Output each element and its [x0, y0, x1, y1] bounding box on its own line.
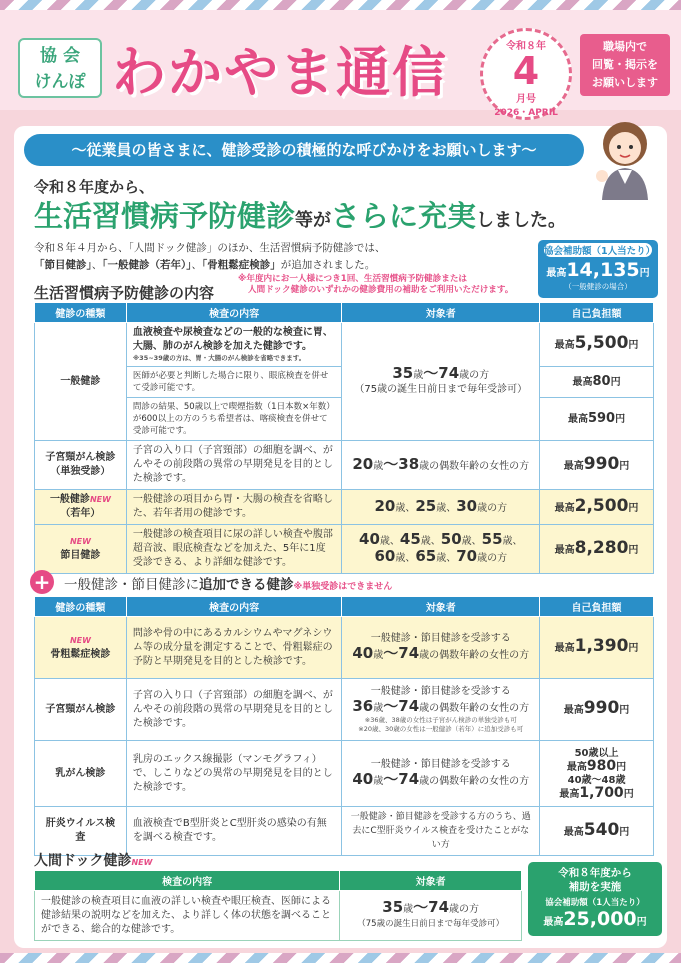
newsletter-title: わかやま通信: [112, 41, 448, 104]
young-name-l2: （若年）: [60, 508, 101, 519]
breast-from: 40: [352, 770, 374, 788]
yen: 円: [623, 788, 634, 800]
intro-line2: [34, 257, 534, 274]
max-label: 最高: [554, 502, 575, 514]
uterus2-suffix: の偶数年齢の女性の方: [429, 703, 530, 714]
age-unit: 歳: [502, 536, 513, 547]
logo-line1: 協 会: [40, 46, 80, 66]
general-fee3-value: 590: [587, 410, 616, 426]
dock-box-value: [528, 908, 662, 930]
bone-name: [35, 617, 127, 679]
intro-text: [34, 240, 534, 274]
uterus-to: 38: [398, 454, 420, 473]
uterus2-from: 36: [352, 697, 374, 715]
breast-target-l1: 一般健診・節目健診を受診する: [370, 759, 511, 770]
breast-fee-label2: 40歳〜48歳: [567, 774, 626, 786]
age-unit: 歳: [395, 553, 406, 564]
section2-title-a: 一般健診・節目健診に: [64, 577, 199, 593]
yen: 円: [628, 502, 639, 514]
table-row: [35, 323, 654, 367]
dock-title-text: 人間ドック健診: [34, 853, 132, 869]
uterus2-note2: ※20歳、30歳の女性は一般健診（若年）に追加受診も可: [358, 725, 524, 733]
th-content: 検査の内容: [126, 303, 342, 323]
young-target: [342, 490, 540, 525]
general-c1-text: 血液検査や尿検査などの一般的な検査に胃、大腸、肺のがん検診を加えた健診です。: [132, 327, 333, 352]
subsidy-sub: （一般健診の場合）: [564, 282, 632, 291]
yen: 円: [628, 643, 639, 654]
uterus2-to: 74: [398, 697, 420, 715]
age-unit: 歳: [403, 904, 414, 915]
lead-part-a: 生活習慣病予防健診: [34, 199, 296, 233]
dock-target-note: （75歳の誕生日前日まで毎年受診可）: [357, 919, 505, 929]
subsidy-amount: 14,135: [566, 259, 640, 281]
th-fee: 自己負担額: [540, 303, 654, 323]
dock-title: [34, 850, 152, 870]
max-label: 最高: [554, 340, 575, 351]
bone-target-l1: 一般健診・節目健診を受診する: [370, 633, 511, 644]
fushime-age: 60: [374, 547, 396, 565]
max-label: 最高: [572, 376, 593, 388]
fushime-content: 一般健診の検査項目に尿の詳しい検査や腹部超音波、眼底検査などを加えた、5年に1度受診できる、より詳細な健診です。: [126, 525, 342, 574]
general-name: 一般健診: [35, 323, 127, 441]
checkup-table: [34, 302, 654, 574]
max-label: 最高: [563, 826, 584, 838]
issue-stamp: [480, 28, 572, 120]
fushime-fee: [540, 525, 654, 574]
table-header-row: [35, 597, 654, 617]
young-fee-value: 2,500: [574, 495, 629, 516]
max-label: 最高: [566, 761, 587, 773]
bone-fee-value: 1,390: [574, 636, 629, 656]
uterus2-target: [342, 679, 540, 741]
circulation-note: [580, 34, 670, 96]
dock-box-line2: 補助を実施: [568, 881, 622, 893]
intro-sep1: 、: [91, 259, 103, 271]
bone-mid: 〜: [383, 644, 399, 662]
age-unit: 歳: [449, 904, 460, 915]
dock-table: [34, 870, 522, 941]
young-content: 一般健診の項目から胃・大腸の検査を省略した、若年者用の健診です。: [126, 490, 342, 525]
note-line2: 回覧・掲示を: [592, 58, 658, 71]
table-header-row: [35, 303, 654, 323]
sep: 、: [446, 502, 457, 514]
dock-box-amount: 25,000: [563, 908, 637, 930]
sep: 、: [430, 536, 441, 547]
age-unit: 歳: [419, 703, 430, 714]
young-age: 20: [374, 496, 396, 515]
hep-fee-value: 540: [583, 819, 620, 840]
max-label: 最高: [554, 544, 575, 556]
general-fee1-value: 5,500: [574, 333, 629, 353]
general-fee2: [540, 367, 654, 398]
hep-name: 肝炎ウイルス検査: [35, 807, 127, 856]
age-unit: 歳: [420, 536, 431, 547]
age-unit: 歳: [395, 502, 406, 514]
uterus-name: [35, 441, 127, 490]
yen: 円: [628, 340, 639, 351]
age-unit: 歳: [373, 776, 384, 787]
uterus2-note1: ※36歳、38歳の女性は子宮がん検診の単独受診も可: [364, 716, 517, 724]
fushime-age: 40: [359, 530, 380, 548]
section1-note1: ※年度内にお一人様につき1回、生活習慣病予防健診または: [238, 274, 468, 284]
uterus-from: 20: [352, 454, 374, 473]
general-fee3: [540, 398, 654, 441]
intro-bone: 「骨粗鬆症検診」: [202, 259, 281, 271]
general-target-suffix: の方: [469, 370, 490, 381]
young-fee: [540, 490, 654, 525]
sep: 、: [389, 536, 400, 547]
lead-part-c: さらに充実: [331, 199, 477, 233]
uterus-content: 子宮の入り口（子宮頸部）の細胞を調べ、がんやその前段階の異常の早期発見を目的とした検診です。: [126, 441, 342, 490]
age-unit: 歳: [373, 703, 384, 714]
yen: 円: [619, 826, 630, 838]
yen: 円: [615, 413, 626, 425]
general-content1: [126, 323, 342, 367]
uterus-fee: [540, 441, 654, 490]
table-row: [35, 441, 654, 490]
age-unit: 歳: [477, 553, 488, 564]
section1-note: [238, 274, 513, 296]
uterus-mid: 〜: [383, 454, 399, 473]
age-unit: 歳: [461, 536, 472, 547]
uterus-name-l1: 子宮頸がん検診: [45, 452, 116, 463]
age-unit: 歳: [419, 460, 430, 472]
young-age: 30: [456, 496, 478, 515]
hep-fee: [540, 807, 654, 856]
table-row: [35, 525, 654, 574]
dock-suffix: の方: [459, 904, 480, 915]
general-target-from: 35: [392, 364, 414, 382]
general-fee1: [540, 323, 654, 367]
age-unit: 歳: [436, 553, 447, 564]
new-badge: NEW: [69, 537, 91, 546]
dock-box-sub: 協会補助額（1人当たり）: [545, 898, 645, 908]
section1-title: 生活習慣病予防健診の内容: [34, 284, 215, 302]
uterus2-target-l1: 一般健診・節目健診を受診する: [370, 686, 511, 697]
sep: 、: [405, 502, 416, 514]
max-label: 最高: [559, 788, 580, 800]
hep-content: 血液検査でB型肝炎とC型肝炎の感染の有無を調べる検査です。: [126, 807, 342, 856]
age-unit: 歳: [419, 776, 430, 787]
general-c1-note: ※35~39歳の方は、胃・大腸のがん検診を省略できます。: [132, 354, 306, 362]
fushime-name: [35, 525, 127, 574]
yen: 円: [628, 544, 639, 556]
general-target: [342, 323, 540, 441]
dock-target: [340, 891, 522, 941]
th-type: 健診の種類: [35, 303, 127, 323]
bone-from: 40: [352, 644, 374, 662]
sep: 、: [446, 553, 457, 564]
table-row: [35, 741, 654, 807]
young-age: 25: [415, 496, 437, 515]
dock-th-content: 検査の内容: [35, 871, 340, 891]
fushime-age: 50: [440, 530, 462, 548]
plus-icon: +: [30, 570, 54, 594]
max-label: 最高: [563, 705, 584, 716]
general-fee2-value: 80: [592, 373, 611, 389]
general-target-mid: 〜: [423, 364, 439, 382]
bone-name-text: 骨粗鬆症検診: [50, 648, 111, 660]
header: [0, 10, 681, 118]
new-badge: NEW: [69, 635, 91, 645]
woman-character-illustration: [590, 114, 660, 200]
intro-young: 「一般健診（若年）」: [102, 259, 192, 271]
young-name: [35, 490, 127, 525]
age-unit: 歳: [373, 650, 384, 661]
note-line1: 職場内で: [603, 40, 647, 53]
airmail-stripe-top: [0, 0, 681, 10]
table-row: [35, 490, 654, 525]
dock-box-line1: 令和８年度から: [558, 867, 632, 879]
max-label: 最高: [567, 413, 588, 425]
age-unit: 歳: [477, 502, 488, 514]
age-unit: 歳: [436, 502, 447, 514]
section1-note2: 人間ドック健診のいずれかの健診費用の補助をご利用いただけます。: [248, 285, 514, 295]
sep: 、: [405, 553, 416, 564]
yen: 円: [619, 460, 630, 472]
intro-fushime: 「節目健診」: [34, 259, 92, 271]
uterus2-name: 子宮頸がん検診: [35, 679, 127, 741]
bone-to: 74: [398, 644, 420, 662]
intro-line1: 令和８年４月から、「人間ドック健診」のほか、生活習慣病予防健診では、: [34, 242, 386, 254]
section2-title-b: 追加できる健診: [199, 577, 294, 593]
stamp-date: 2026・APRIL: [494, 108, 558, 118]
sep: 、: [512, 536, 523, 547]
fushime-target: [342, 525, 540, 574]
lead-part-d: しました。: [476, 210, 567, 231]
dock-to: 74: [428, 898, 450, 916]
section2-note: ※単独受診はできません: [293, 582, 393, 592]
uterus2-mid: 〜: [383, 697, 399, 715]
subsidy-box: [538, 240, 658, 298]
uterus-name-l2: （単独受診）: [50, 466, 111, 477]
sep: 、: [471, 536, 482, 547]
uterus2-content: 子宮の入り口（子宮頸部）の細胞を調べ、がんやその前段階の異常の早期発見を目的とした検診です。: [126, 679, 342, 741]
breast-to: 74: [398, 770, 420, 788]
dock-mid: 〜: [413, 898, 429, 916]
breast-suffix: の偶数年齢の女性の方: [429, 776, 530, 787]
dock-subsidy-box: [528, 862, 662, 936]
uterus-suffix: の偶数年齢の女性の方: [429, 460, 530, 472]
uterus-fee-value: 990: [583, 453, 620, 474]
breast-fee: [540, 741, 654, 807]
bone-fee: [540, 617, 654, 679]
fushime-age: 70: [456, 547, 478, 565]
general-content3: 問診の結果、50歳以上で喫煙指数（1日本数×年数）が600以上の方のうち希望者は、喀痰検査を併せて受診可能です。: [126, 398, 342, 441]
stamp-month: 4: [512, 49, 540, 93]
max-label: 最高: [554, 643, 575, 654]
table-header-row: [35, 871, 522, 891]
dock-box-prefix: 最高: [543, 917, 564, 928]
max-label: 最高: [563, 460, 584, 472]
fushime-age: 65: [415, 547, 437, 565]
table-row: [35, 679, 654, 741]
table-row: [35, 807, 654, 856]
age-unit: 歳: [419, 650, 430, 661]
new-badge: NEW: [131, 858, 153, 867]
hep-target: 一般健診・節目健診を受診する方のうち、過去にC型肝炎ウイルス検査を受けたことがない方: [342, 807, 540, 856]
table-row: [35, 891, 522, 941]
th-target: 対象者: [342, 303, 540, 323]
stamp-month-label: 月号: [516, 94, 536, 105]
dock-th-target: 対象者: [340, 871, 522, 891]
fushime-age: 55: [481, 530, 503, 548]
bone-content: 問診や骨の中にあるカルシウムやマグネシウム等の成分量を測定することで、骨粗鬆症の予防と早期発見を目的とした検診です。: [126, 617, 342, 679]
subsidy-value: [538, 259, 658, 281]
age-unit: 歳: [459, 370, 470, 381]
lead-line1: 令和８年度から、: [34, 178, 155, 196]
lead-headline: [34, 194, 566, 235]
breast-name: 乳がん検診: [35, 741, 127, 807]
new-badge: NEW: [89, 495, 111, 504]
uterus2-fee-value: 990: [583, 698, 620, 718]
uterus-target: [342, 441, 540, 490]
age-unit: 歳: [379, 536, 390, 547]
bone-suffix: の偶数年齢の女性の方: [429, 650, 530, 661]
fushime-fee-value: 8,280: [574, 537, 629, 558]
lead-part-b: 等が: [295, 210, 332, 231]
fushime-suffix: の方: [487, 553, 508, 564]
fushime-name-text: 節目健診: [60, 550, 101, 561]
subsidy-unit: 円: [639, 268, 650, 279]
subsidy-title: 協会補助額（1人当たり）: [544, 243, 652, 257]
general-target-note: （75歳の誕生日前日まで毎年受診可）: [354, 384, 528, 395]
dock-box-unit: 円: [636, 917, 647, 928]
breast-mid: 〜: [383, 770, 399, 788]
yen: 円: [616, 761, 627, 773]
dock-content: 一般健診の検査項目に血液の詳しい検査や眼圧検査、医師による健診結果の説明などを加えた、より詳しく体の状態を調べることができる、総合的な健診です。: [35, 891, 340, 941]
additional-table: [34, 596, 654, 856]
th-content: 検査の内容: [126, 597, 342, 617]
stamp-era: 令和８年: [506, 41, 546, 52]
appeal-banner: 〜従業員の皆さまに、健診受診の積極的な呼びかけをお願いします〜: [24, 134, 584, 166]
general-target-to: 74: [438, 364, 460, 382]
dock-from: 35: [382, 898, 404, 916]
breast-content: 乳房のエックス線撮影（マンモグラフィ）で、しこりなどの異常の早期発見を目的とした検診です。: [126, 741, 342, 807]
breast-target: [342, 741, 540, 807]
intro-tail: が追加されました。: [280, 259, 376, 271]
young-suffix: の方: [487, 502, 508, 514]
kyokai-kenpo-logo: [18, 38, 102, 98]
bone-target: [342, 617, 540, 679]
logo-line2: けんぽ: [34, 72, 86, 92]
th-fee: 自己負担額: [540, 597, 654, 617]
age-unit: 歳: [413, 370, 424, 381]
young-name-l1: 一般健診: [49, 494, 90, 505]
section2-title: [64, 573, 392, 593]
fushime-age: 45: [399, 530, 421, 548]
breast-fee1-value: 980: [586, 757, 617, 774]
age-unit: 歳: [373, 460, 384, 472]
th-type: 健診の種類: [35, 597, 127, 617]
breast-fee2-value: 1,700: [579, 784, 624, 801]
airmail-stripe-bottom: [0, 953, 681, 963]
subsidy-prefix: 最高: [546, 268, 567, 279]
th-target: 対象者: [342, 597, 540, 617]
yen: 円: [619, 705, 630, 716]
table-row: [35, 617, 654, 679]
intro-sep2: 、: [191, 259, 202, 271]
yen: 円: [610, 376, 621, 388]
uterus2-fee: [540, 679, 654, 741]
general-content2: 医師が必要と判断した場合に限り、眼底検査を併せて受診可能です。: [126, 367, 342, 398]
breast-fee-label1: 50歳以上: [574, 747, 619, 759]
note-line3: お願いします: [592, 76, 658, 89]
